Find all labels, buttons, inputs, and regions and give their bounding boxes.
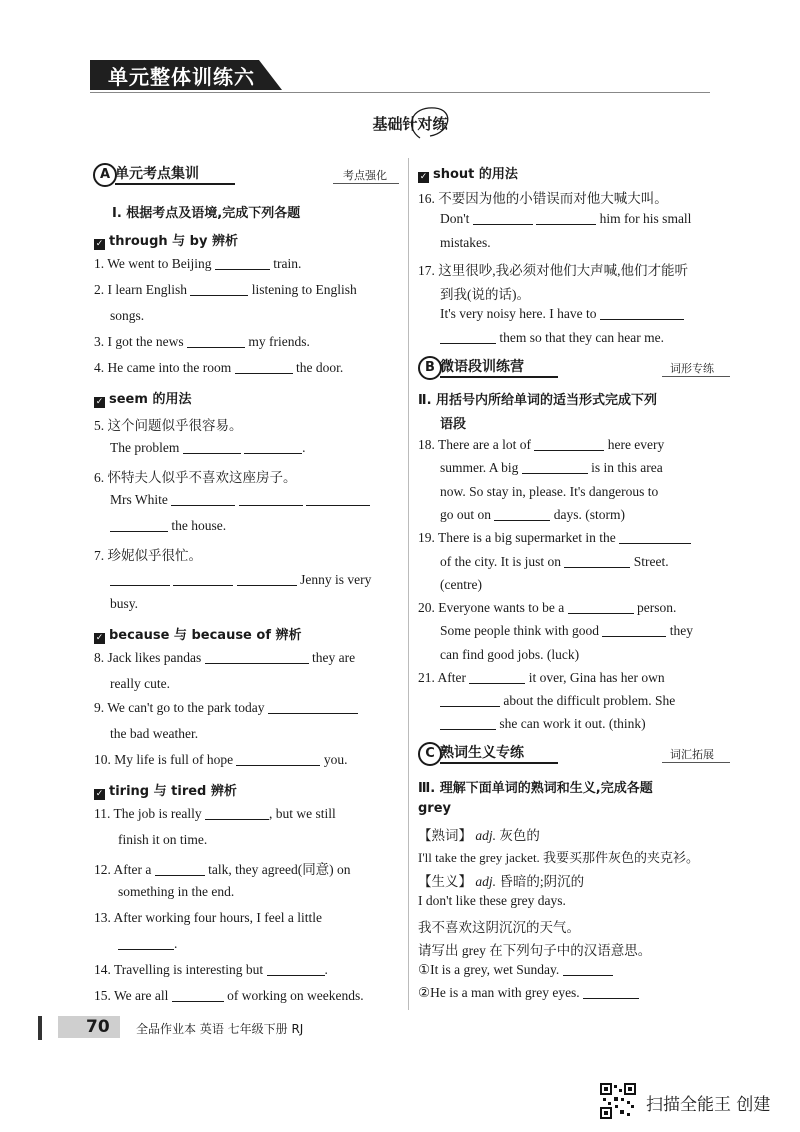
answer-blank[interactable] — [190, 283, 248, 296]
answer-blank[interactable] — [205, 651, 309, 664]
answer-blank[interactable] — [171, 493, 235, 506]
section-b-header — [418, 356, 736, 378]
check-icon: ✓ — [95, 239, 104, 249]
question-17-answer-cont: them so that they can hear me. — [440, 330, 664, 346]
question-20-word: can find good jobs. (luck) — [440, 647, 580, 662]
answer-blank[interactable] — [440, 331, 496, 344]
answer-blank[interactable] — [235, 361, 293, 374]
section-a-header — [93, 163, 405, 185]
answer-blank[interactable] — [306, 493, 370, 506]
question-17-answer: It's very noisy here. I have to — [440, 306, 684, 322]
question-13: 13. After working four hours, I feel a little — [94, 910, 322, 925]
question-18-cont-3: go out on days. (storm) — [440, 507, 626, 522]
section-c-title: 熟词生义专练 — [440, 745, 524, 761]
translate-item-1: ①It is a grey, wet Sunday. — [418, 962, 613, 978]
question-11-cont: finish it on time. — [118, 832, 208, 847]
answer-blank[interactable] — [440, 717, 496, 730]
footer-edge-bar — [38, 1016, 42, 1040]
answer-blank[interactable] — [236, 753, 320, 766]
question-7-cont: busy. — [110, 596, 139, 611]
question-21-cont-1: about the difficult problem. She — [440, 693, 675, 709]
question-16-answer: Don't him for his small — [440, 211, 692, 226]
section-a-tag-rule — [333, 183, 399, 184]
question-16: 16. 不要因为他的小错误而对他大喊大叫。 — [418, 191, 668, 206]
part-2-instruction: Ⅱ. 用括号内所给单词的适当形式完成下列 — [418, 393, 658, 408]
question-6-cont: the house. — [110, 518, 226, 534]
book-info: 全品作业本 英语 七年级下册 RJ — [136, 1022, 304, 1036]
question-3: 3. I got the news my friends. — [94, 334, 310, 349]
check-icon: ✓ — [95, 789, 104, 799]
answer-blank[interactable] — [244, 441, 302, 454]
answer-blank[interactable] — [473, 212, 533, 225]
section-b-badge: B — [418, 356, 442, 380]
answer-blank[interactable] — [205, 807, 269, 820]
section-b-rule — [440, 376, 558, 378]
unit-title: 单元整体训练六 — [108, 65, 255, 89]
question-18: 18. There are a lot of here every — [418, 437, 665, 452]
section-a-badge: A — [93, 163, 117, 187]
question-19: 19. There is a big supermarket in the — [418, 530, 691, 546]
target-word: grey — [418, 801, 452, 816]
question-11: 11. The job is really , but we still — [94, 806, 336, 821]
question-14: 14. Travelling is interesting but . — [94, 962, 328, 977]
qr-code-icon — [600, 1083, 636, 1119]
topic-through-by: ✓ through 与 by 辨析 — [95, 234, 238, 249]
part-2-instruction-cont: 语段 — [440, 417, 467, 432]
question-9-cont: the bad weather. — [110, 726, 199, 741]
question-6-answer: Mrs White — [110, 492, 370, 508]
section-c-rule — [440, 762, 558, 764]
answer-blank[interactable] — [440, 694, 500, 707]
answer-blank[interactable] — [564, 555, 630, 568]
new-meaning: 【生义】 adj. 昏暗的;阴沉的 — [418, 874, 585, 889]
topic-tiring-tired: ✓ tiring 与 tired 辨析 — [95, 784, 237, 799]
check-icon: ✓ — [95, 397, 104, 407]
answer-blank[interactable] — [536, 212, 596, 225]
part-3-instruction: Ⅲ. 理解下面单词的熟词和生义,完成各题 — [418, 781, 653, 796]
question-7: 7. 珍妮似乎很忙。 — [94, 548, 202, 563]
answer-blank[interactable] — [534, 438, 604, 451]
section-a-rule — [115, 183, 235, 185]
answer-blank[interactable] — [494, 508, 550, 521]
question-5-answer: The problem . — [110, 440, 306, 455]
answer-blank[interactable] — [568, 601, 634, 614]
answer-blank[interactable] — [187, 335, 245, 348]
question-6: 6. 怀特夫人似乎不喜欢这座房子。 — [94, 470, 297, 485]
section-a-title: 单元考点集训 — [115, 166, 199, 182]
question-12-cont: something in the end. — [118, 884, 235, 899]
question-19-cont: of the city. It is just on Street. — [440, 554, 669, 569]
answer-blank[interactable] — [469, 671, 525, 684]
question-1: 1. We went to Beijing train. — [94, 256, 302, 271]
answer-blank[interactable] — [155, 863, 205, 876]
question-20-cont: Some people think with good they — [440, 623, 693, 638]
answer-blank[interactable] — [118, 937, 174, 950]
question-8-cont: really cute. — [110, 676, 170, 691]
check-icon: ✓ — [95, 633, 104, 643]
section-c-header — [418, 742, 736, 764]
question-9: 9. We can't go to the park today — [94, 700, 358, 716]
answer-blank[interactable] — [563, 963, 613, 976]
check-icon: ✓ — [419, 172, 428, 182]
answer-blank[interactable] — [237, 573, 297, 586]
question-17-cont: 到我(说的话)。 — [440, 287, 530, 302]
translate-item-2: ②He is a man with grey eyes. — [418, 985, 639, 1001]
section-c-badge: C — [418, 742, 442, 766]
question-5: 5. 这个问题似乎很容易。 — [94, 418, 243, 433]
section-b-tag-rule — [662, 376, 730, 377]
answer-blank[interactable] — [602, 624, 666, 637]
answer-blank[interactable] — [110, 573, 170, 586]
answer-blank[interactable] — [583, 986, 639, 999]
answer-blank[interactable] — [619, 531, 691, 544]
question-20: 20. Everyone wants to be a person. — [418, 600, 677, 615]
section-b-title: 微语段训练营 — [440, 359, 524, 375]
question-8: 8. Jack likes pandas they are — [94, 650, 356, 665]
question-13-cont: . — [118, 936, 177, 952]
answer-blank[interactable] — [110, 519, 168, 532]
question-18-cont-1: summer. A big is in this area — [440, 460, 663, 475]
question-7-answer: Jenny is very — [110, 572, 371, 588]
question-21-cont-2: she can work it out. (think) — [440, 716, 646, 732]
translate-instruction: 请写出 grey 在下列句子中的汉语意思。 — [418, 943, 652, 958]
question-18-cont-2: now. So stay in, please. It's dangerous to — [440, 484, 659, 499]
question-19-word: (centre) — [440, 577, 482, 592]
answer-blank[interactable] — [522, 461, 588, 474]
question-2: 2. I learn English listening to English — [94, 282, 357, 297]
part-1-instruction: Ⅰ. 根据考点及语境,完成下列各题 — [112, 206, 301, 221]
section-a-tag: 考点强化 — [343, 169, 387, 182]
scanner-watermark: 扫描全能王 创建 — [646, 1095, 771, 1115]
answer-blank[interactable] — [172, 989, 224, 1002]
answer-blank[interactable] — [600, 307, 684, 320]
question-15: 15. We are all of working on weekends. — [94, 988, 364, 1003]
question-17: 17. 这里很吵,我必须对他们大声喊,他们才能听 — [418, 263, 688, 278]
answer-blank[interactable] — [183, 441, 241, 454]
new-example: I don't like these grey days. — [418, 893, 566, 908]
familiar-meaning: 【熟词】 adj. 灰色的 — [418, 828, 540, 843]
familiar-example: I'll take the grey jacket. 我要买那件灰色的夹克衫。 — [418, 850, 700, 865]
section-c-tag-rule — [662, 762, 730, 763]
answer-blank[interactable] — [239, 493, 303, 506]
answer-blank[interactable] — [268, 701, 358, 714]
new-example-translation: 我不喜欢这阴沉沉的天气。 — [418, 920, 580, 935]
page-subtitle: 基础针对练 — [372, 115, 448, 133]
section-c-tag: 词汇拓展 — [670, 748, 714, 761]
column-divider — [408, 158, 409, 1010]
question-2-cont: songs. — [110, 308, 145, 323]
topic-seem: ✓ seem 的用法 — [95, 392, 192, 407]
answer-blank[interactable] — [267, 963, 325, 976]
question-10: 10. My life is full of hope you. — [94, 752, 348, 767]
section-b-tag: 词形专练 — [670, 362, 714, 375]
answer-blank[interactable] — [215, 257, 270, 270]
question-16-cont: mistakes. — [440, 235, 491, 250]
topic-because: ✓ because 与 because of 辨析 — [95, 628, 302, 643]
question-4: 4. He came into the room the door. — [94, 360, 344, 375]
question-21: 21. After it over, Gina has her own — [418, 670, 665, 685]
title-underline — [90, 92, 710, 93]
topic-shout: ✓ shout 的用法 — [419, 167, 518, 182]
question-12: 12. After a talk, they agreed(同意) on — [94, 862, 351, 877]
page-number: 70 — [58, 1016, 120, 1038]
answer-blank[interactable] — [173, 573, 233, 586]
